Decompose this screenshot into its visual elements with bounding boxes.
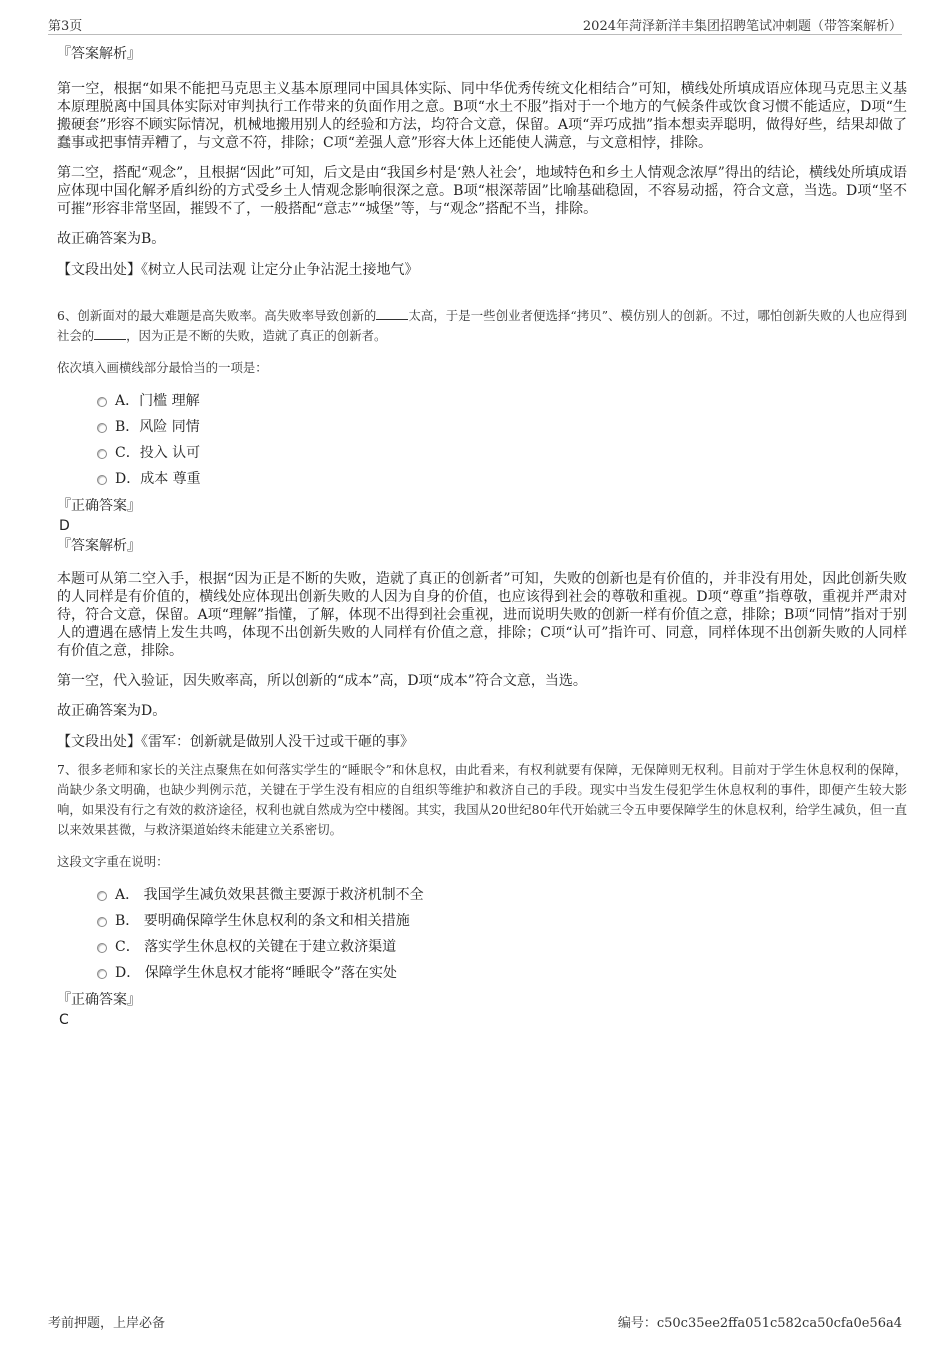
option-letter: D． [115,471,141,487]
analysis-paragraph-2: 第一空，代入验证，因失败率高，所以创新的“成本”高，D项“成本”符合文意，当选。 [57,673,587,689]
blank-1 [376,307,408,320]
analysis-label: 『答案解析』 [57,538,141,554]
option-letter: C． [115,445,140,461]
question-stem [57,306,907,346]
radio-icon[interactable] [97,423,107,433]
page-footer [48,1308,902,1332]
radio-icon[interactable] [97,969,107,979]
document-title: 2024年菏泽新洋丰集团招聘笔试冲刺题（带答案解析） [582,19,902,34]
passage-source: 【文段出处】《雷军：创新就是做别人没干过或干砸的事》 [57,734,414,750]
option-text: 风险 同情 [139,419,200,435]
radio-icon[interactable] [97,891,107,901]
question-prompt: 依次填入画横线部分最恰当的一项是： [57,360,268,375]
option-b[interactable] [57,908,907,934]
question-7 [57,760,907,1030]
option-letter: B． [115,419,140,435]
stem-part-3: ，因为正是不断的失败，造就了真正的创新者。 [126,328,387,343]
correct-answer: D [59,518,70,534]
radio-icon[interactable] [97,917,107,927]
analysis-paragraph-1: 本题可从第二空入手，根据“因为正是不断的失败，造就了真正的创新者”可知，失败的创新也是有价值的，并非没有用处，因此创新失败的人同样是有价值的，横线处应体现出创新失败的人因为自身的价值，也应该得到社会的尊敬和重视。D项“尊重”指尊敬，重视并严肃对待，符合文意，保留。A项“理解”指懂，了解，体现不出得到社会重视，进而说明失败的创新一样有价值之意，排除；B项“同情”指对于别人的遭遇在感情上发生共鸣，体现不出创新失败的人同样有价值之意，排除；C项“认可”指许可、同意，同样体现不出创新失败的人同样有价值之意，排除。 [57,571,907,659]
radio-icon[interactable] [97,943,107,953]
option-text: 要明确保障学生休息权利的条文和相关措施 [143,913,410,929]
analysis-paragraph-2: 第二空，搭配“观念”，且根据“因此”可知，后文是由“我国乡村是‘熟人社会’，地域特色和乡土人情观念浓厚”得出的结论，横线处所填成语应体现中国化解矛盾纠纷的方式受乡土人情观念影响很深之意。B项“根深蒂固”比喻基础稳固，不容易动摇，符合文意，当选。D项“坚不可摧”形容非常坚固，摧毁不了，一般搭配“意志”“城堡”等，与“观念”搭配不当，排除。 [57,165,907,217]
option-text: 我国学生减负效果甚微主要源于救济机制不全 [143,887,424,903]
radio-icon[interactable] [97,449,107,459]
answer-options [57,882,907,986]
passage-source: 【文段出处】《树立人民司法观 让定分止争沾泥土接地气》 [57,262,419,278]
correct-answer: C [59,1012,69,1028]
stem-part-2: 太高，于是一些创业者便选择“拷贝”、模仿别人的创新。不过，哪怕创新失败的人也应得到社会的 [57,308,907,343]
option-c[interactable] [57,934,907,960]
page-content [57,44,907,1030]
option-letter: C． [115,939,140,955]
document-code: 编号：c50c35ee2ffa051c582ca50cfa0e56a4 [617,1316,902,1331]
option-b[interactable] [57,414,907,440]
radio-icon[interactable] [97,397,107,407]
analysis-label: 『答案解析』 [57,46,141,62]
footer-slogan: 考前押题，上岸必备 [48,1316,166,1331]
option-text: 保障学生休息权才能将“睡眠令”落在实处 [144,965,398,981]
analysis-conclusion: 故正确答案为D。 [57,703,167,719]
option-c[interactable] [57,440,907,466]
page-number: 第3页 [48,19,83,34]
option-text: 投入 认可 [139,445,201,461]
option-letter: A． [115,393,140,409]
page-header [48,12,902,35]
answer-options [57,388,907,492]
analysis-conclusion: 故正确答案为B。 [57,231,166,247]
analysis-paragraph-1: 第一空，根据“如果不能把马克思主义基本原理同中国具体实际、同中华优秀传统文化相结合”可知，横线处所填成语应体现马克思主义基本原理脱离中国具体实际对审判执行工作带来的负面作用之意。B项“水土不服”指对于一个地方的气候条件或饮食习惯不能适应，D项“生搬硬套”形容不顾实际情况，机械地搬用别人的经验和方法，均符合文意，保留。A项“弄巧成拙”指本想卖弄聪明，做得好些，结果却做了蠢事或把事情弄糟了，与文意不符，排除；C项“差强人意”形容大体上还能使人满意，与文意相悖，排除。 [57,81,907,151]
blank-2 [94,327,126,340]
option-letter: A． [115,887,140,903]
correct-answer-label: 『正确答案』 [57,498,141,514]
stem-part-1: 6、创新面对的最大难题是高失败率。高失败率导致创新的 [57,308,377,323]
option-letter: D． [115,965,141,981]
option-text: 成本 尊重 [140,471,201,487]
question-6 [57,306,907,752]
option-d[interactable] [57,466,907,492]
option-a[interactable] [57,388,907,414]
correct-answer-label: 『正确答案』 [57,992,141,1008]
option-text: 落实学生休息权的关键在于建立救济渠道 [144,939,397,955]
question-prompt: 这段文字重在说明： [57,854,169,869]
option-d[interactable] [57,960,907,986]
q5-analysis [57,44,907,280]
option-text: 门槛 理解 [139,393,200,409]
question-stem: 7、很多老师和家长的关注点聚焦在如何落实学生的“睡眠令”和休息权，由此看来，有权利就要有保障，无保障则无权利。目前对于学生休息权利的保障，尚缺少条文明确，也缺少判例示范，关键在于学生没有相应的自组织等维护和救济自己的手段。现实中当发生侵犯学生休息权利的事件，即便产生较大影响，如果没有行之有效的救济途径，权利也就自然成为空中楼阁。其实，我国从20世纪80年代开始就三令五申要保障学生的休息权利，给学生减负，但一直以来效果甚微，与救济渠道始终未能建立关系密切。 [57,762,907,837]
radio-icon[interactable] [97,475,107,485]
option-letter: B． [115,913,140,929]
option-a[interactable] [57,882,907,908]
